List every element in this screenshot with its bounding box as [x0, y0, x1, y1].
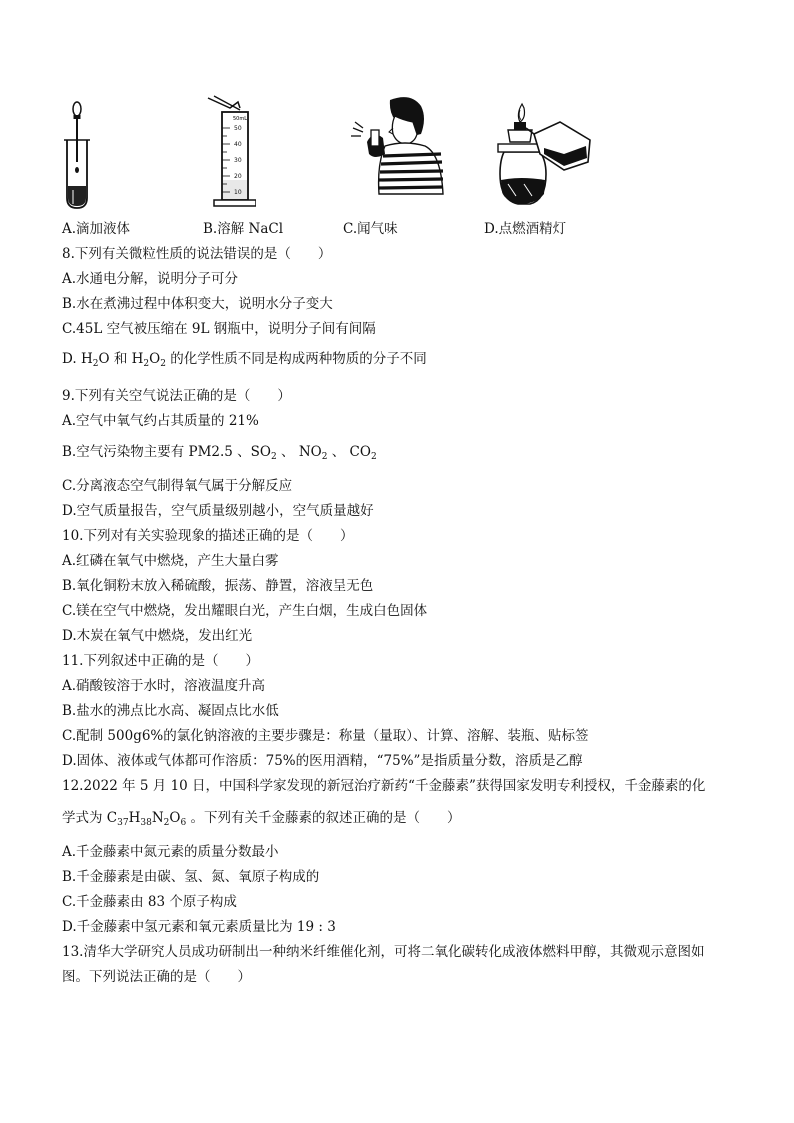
q9-option-a: A.空气中氧气约占其质量的 21%: [62, 413, 259, 429]
tick-label: 10: [234, 189, 242, 196]
graduated-cylinder-icon: [200, 94, 256, 214]
q8-option-c: C.45L 空气被压缩在 9L 钢瓶中，说明分子间有间隔: [62, 321, 376, 337]
q9-option-c: C.分离液态空气制得氧气属于分解反应: [62, 478, 293, 494]
q8-stem: 8.下列有关微粒性质的说法错误的是（ ）: [62, 246, 332, 262]
q11-option-a: A.硝酸铵溶于水时，溶液温度升高: [62, 678, 266, 694]
option-a-label: A.滴加液体: [62, 221, 131, 237]
dropper-tube-icon: [62, 100, 92, 212]
q10-option-c: C.镁在空气中燃烧，发出耀眼白光，产生白烟，生成白色固体: [62, 603, 428, 619]
q11-option-b: B.盐水的沸点比水高、凝固点比水低: [62, 703, 279, 719]
q9-option-b: B.空气污染物主要有 PM2.5 、$SO_2$ 、 $NO_2$ 、 $CO_2$: [62, 444, 377, 462]
tick-label: 40: [234, 141, 242, 148]
cylinder-unit: 50mL: [233, 116, 248, 122]
q9-stem: 9.下列有关空气说法正确的是（ ）: [62, 388, 291, 404]
q11-stem: 11.下列叙述中正确的是（ ）: [62, 653, 259, 669]
option-b-label: B.溶解 NaCl: [203, 221, 284, 237]
q9-option-d: D.空气质量报告，空气质量级别越小，空气质量越好: [62, 503, 374, 519]
tick-label: 20: [234, 173, 242, 180]
q13-stem-line2: 图。下列说法正确的是（ ）: [62, 969, 251, 985]
q10-stem: 10.下列对有关实验现象的描述正确的是（ ）: [62, 528, 354, 544]
option-d-label: D.点燃酒精灯: [484, 221, 567, 237]
q13-stem-line1: 13.清华大学研究人员成功研制出一种纳米纤维催化剂，可将二氧化碳转化成液体燃料甲醇，其微观示意图如: [62, 944, 705, 960]
q10-option-a: A.红磷在氧气中燃烧，产生大量白雾: [62, 553, 279, 569]
q8-option-b: B.水在煮沸过程中体积变大，说明水分子变大: [62, 296, 333, 312]
tick-label: 50: [234, 125, 242, 132]
q12-option-d: D.千金藤素中氢元素和氧元素质量比为 19 : 3: [62, 919, 336, 935]
alcohol-lamp-icon: [490, 100, 594, 208]
q12-stem-line2: 学式为 $C_{37}H_{38}N_2O_6$ 。下列有关千金藤素的叙述正确的是（ ）: [62, 810, 461, 828]
q12-option-b: B.千金藤素是由碳、氢、氮、氧原子构成的: [62, 869, 320, 885]
q8-option-d: D. $H_2O$ 和 $H_2O_2$ 的化学性质不同是构成两种物质的分子不同: [62, 351, 427, 369]
tick-label: 30: [234, 157, 242, 164]
q11-option-d: D.固体、液体或气体都可作溶质：75%的医用酒精，“75%”是指质量分数，溶质是乙醇: [62, 753, 583, 769]
q10-option-d: D.木炭在氧气中燃烧，发出红光: [62, 628, 253, 644]
q11-option-c: C.配制 500g6%的氯化钠溶液的主要步骤是：称量（量取）、计算、溶解、装瓶、贴标签: [62, 728, 589, 744]
q12-stem-line1: 12.2022 年 5 月 10 日，中国科学家发现的新冠治疗新药“千金藤素”获得国家发明专利授权，千金藤素的化: [62, 778, 706, 794]
q12-option-c: C.千金藤素由 83 个原子构成: [62, 894, 237, 910]
person-smelling-icon: [345, 94, 450, 196]
q10-option-b: B.氧化铜粉末放入稀硫酸，振荡、静置，溶液呈无色: [62, 578, 374, 594]
option-c-label: C.闻气味: [343, 221, 398, 237]
q8-option-a: A.水通电分解，说明分子可分: [62, 271, 239, 287]
q12-option-a: A.千金藤素中氮元素的质量分数最小: [62, 844, 279, 860]
